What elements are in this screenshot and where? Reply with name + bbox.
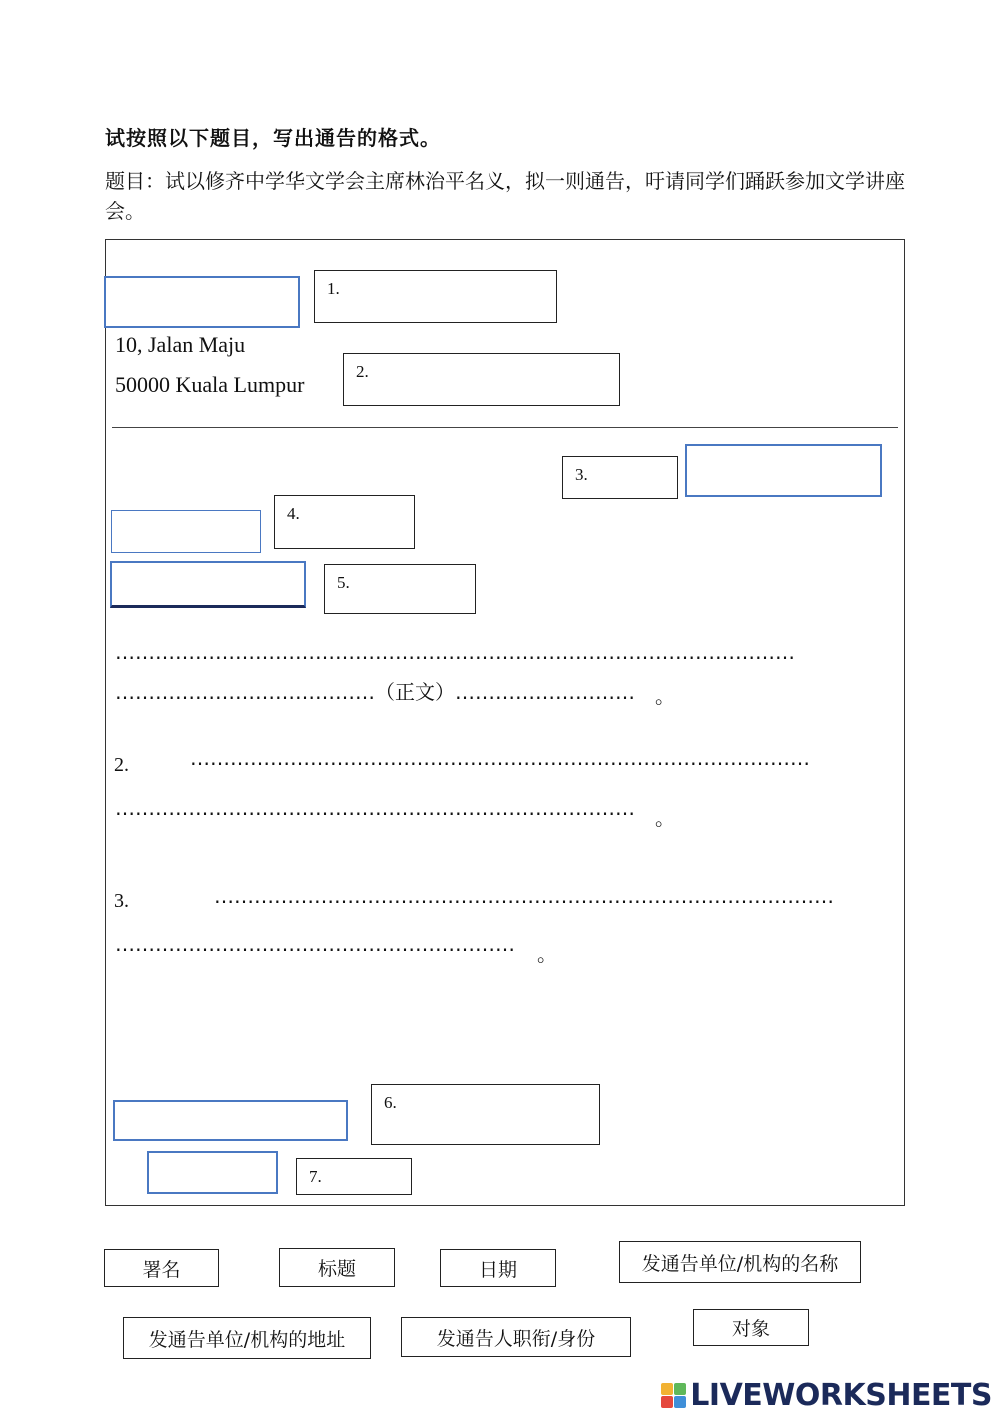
paragraph-3-line-2: …………………………………………………… (115, 932, 515, 956)
body-line-2: …………………………………（正文）……………………… (115, 680, 635, 704)
word-date[interactable]: 日期 (440, 1249, 556, 1287)
paragraph-3-number: 3. (114, 890, 129, 912)
slot-4: 4. (274, 495, 415, 549)
word-position[interactable]: 发通告人职衔/身份 (401, 1317, 631, 1357)
logo-text: LIVEWORKSHEETS (690, 1378, 992, 1413)
drop-zone-title[interactable] (110, 561, 306, 608)
word-title[interactable]: 标题 (279, 1248, 395, 1287)
liveworksheets-logo (661, 1378, 992, 1413)
paragraph-2-line-1: ………………………………………………………………………………… (190, 746, 810, 770)
slot-7: 7. (296, 1158, 412, 1195)
drop-zone-date[interactable] (685, 444, 882, 497)
slot-5: 5. (324, 564, 476, 614)
slot-3: 3. (562, 456, 678, 499)
body-period-1: 。 (655, 684, 675, 708)
paragraph-2-number: 2. (114, 754, 129, 776)
body-period-2: 。 (655, 806, 675, 830)
word-signature[interactable]: 署名 (104, 1249, 219, 1287)
address-line-1: 10, Jalan Maju (115, 332, 246, 357)
header-divider (112, 427, 898, 428)
exercise-topic: 题目：试以修齐中学华文学会主席林治平名义，拟一则通告，吁请同学们踊跃参加文学讲座会。 (105, 169, 905, 223)
body-line-1: ………………………………………………………………………………………… (115, 640, 795, 664)
word-org-address[interactable]: 发通告单位/机构的地址 (123, 1317, 371, 1359)
word-org-name[interactable]: 发通告单位/机构的名称 (619, 1241, 861, 1283)
exercise-heading: 试按照以下题目，写出通告的格式。 (105, 126, 441, 150)
paragraph-3-line-1: ………………………………………………………………………………… (214, 884, 834, 908)
slot-2: 2. (343, 353, 620, 406)
logo-mark-icon (661, 1383, 686, 1408)
body-period-3: 。 (537, 942, 557, 966)
drop-zone-position[interactable] (147, 1151, 278, 1194)
drop-zone-audience[interactable] (111, 510, 261, 553)
word-audience[interactable]: 对象 (693, 1309, 809, 1346)
paragraph-2-line-2: …………………………………………………………………… (115, 796, 635, 820)
address-line-2: 50000 Kuala Lumpur (115, 372, 305, 397)
drop-zone-org-name[interactable] (104, 276, 300, 328)
drop-zone-signature[interactable] (113, 1100, 348, 1141)
slot-1: 1. (314, 270, 557, 323)
slot-6: 6. (371, 1084, 600, 1145)
